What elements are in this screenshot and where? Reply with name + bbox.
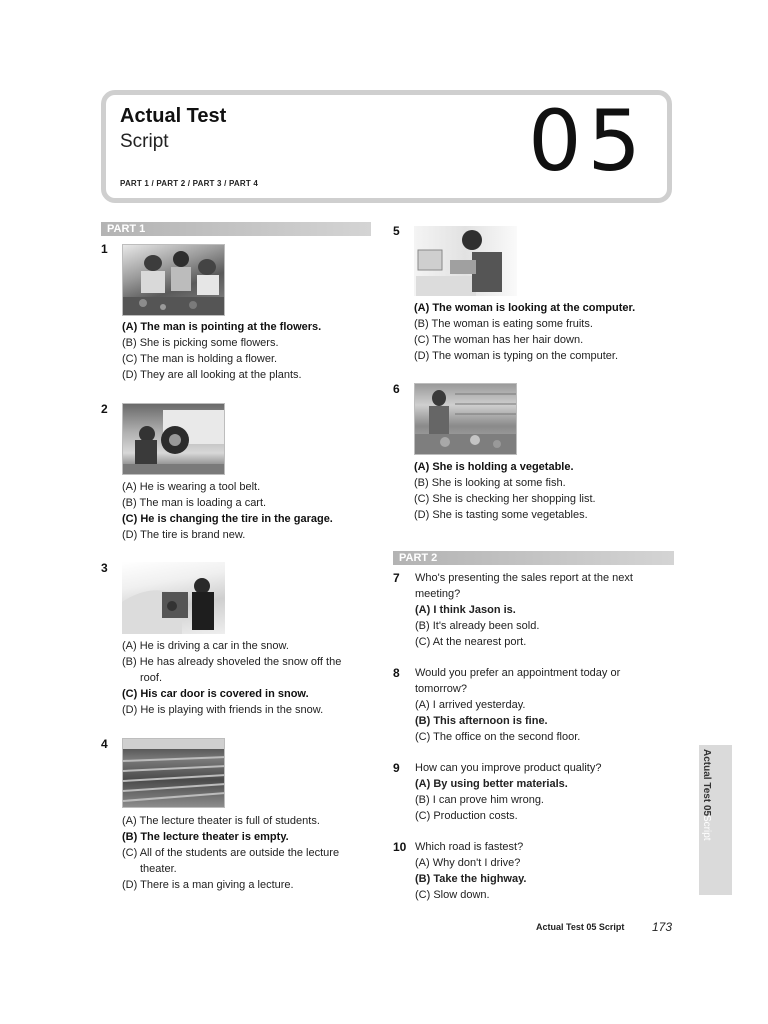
test-title: Actual Test [120,105,227,127]
question-number: 9 [393,761,400,775]
option-b: (B) He has already shoveled the snow off the [122,656,342,668]
option-b: (B) The lecture theater is empty. [122,831,289,843]
answer-options [122,479,333,543]
option-c: (C) The woman has her hair down. [414,334,584,346]
option-c: (C) Production costs. [415,810,518,822]
question-text-continued: meeting? [415,588,461,600]
answer-options [122,813,339,893]
photo-gardening-illustration [123,245,225,316]
question-block [415,760,601,824]
option-c: (C) All of the students are outside the lecture [122,847,340,859]
option-a: (A) He is wearing a tool belt. [122,481,261,493]
option-a: (A) I think Jason is. [415,604,516,616]
option-b: (B) The woman is eating some fruits. [414,318,593,330]
question-number: 4 [101,737,108,751]
answer-options [414,459,596,523]
part2-header: PART 2 [393,551,674,565]
option-b: (B) Take the highway. [415,873,527,885]
question-text: Who's presenting the sales report at the next [415,572,633,584]
question-text: Which road is fastest? [415,841,524,853]
question-number: 2 [101,402,108,416]
question-block [415,570,633,650]
option-d: (D) The tire is brand new. [122,529,246,541]
photo-snow-car-illustration [122,562,225,634]
photo-snow-car [122,562,225,634]
answer-options [122,638,341,718]
photo-woman-computer [414,226,517,296]
option-c: (C) His car door is covered in snow. [122,688,309,700]
option-c: (C) At the nearest port. [415,636,527,648]
option-d: (D) He is playing with friends in the snow. [122,704,324,716]
photo-tire-illustration [123,404,225,475]
photo-grocery-illustration [415,384,517,455]
option-a: (A) The man is pointing at the flowers. [122,321,322,333]
question-number: 10 [393,840,407,854]
answer-options [122,319,321,383]
page-number: 173 [652,920,673,934]
option-c: (C) She is checking her shopping list. [414,493,596,505]
question-number: 7 [393,571,400,585]
option-b: (B) The man is loading a cart. [122,497,267,509]
question-number: 5 [393,224,400,238]
option-a: (A) I arrived yesterday. [415,699,526,711]
question-block [415,665,620,745]
option-b-continued: roof. [140,672,163,684]
answer-options [414,300,635,364]
option-d: (D) There is a man giving a lecture. [122,879,294,891]
option-a: (A) She is holding a vegetable. [414,461,574,473]
photo-tire [122,403,225,475]
side-tab-label: Actual Test 05 [701,749,712,817]
test-header [101,90,672,203]
option-b: (B) This afternoon is fine. [415,715,548,727]
option-c-continued: theater. [140,863,177,875]
option-c: (C) The office on the second floor. [415,731,581,743]
footer-label: Actual Test 05 Script [536,922,625,932]
option-c: (C) He is changing the tire in the garage. [122,513,333,525]
part1-header: PART 1 [101,222,371,236]
option-a: (A) The woman is looking at the computer. [414,302,636,314]
option-b: (B) I can prove him wrong. [415,794,544,806]
option-d: (D) They are all looking at the plants. [122,369,302,381]
option-a: (A) The lecture theater is full of students. [122,815,320,827]
option-a: (A) By using better materials. [415,778,568,790]
option-c: (C) The man is holding a flower. [122,353,278,365]
question-text-continued: tomorrow? [415,683,467,695]
question-block [415,839,526,903]
option-d: (D) The woman is typing on the computer. [414,350,619,362]
option-a: (A) Why don't I drive? [415,857,521,869]
question-number: 8 [393,666,400,680]
option-a: (A) He is driving a car in the snow. [122,640,289,652]
test-number: 05 [528,92,647,190]
question-number: 3 [101,561,108,575]
question-text: Would you prefer an appointment today or [415,667,621,679]
photo-woman-computer-illustration [414,226,517,296]
photo-lecture-theater [122,738,225,808]
section-side-tab [699,745,732,895]
option-d: (D) She is tasting some vegetables. [414,509,588,521]
question-text: How can you improve product quality? [415,762,602,774]
option-b: (B) She is picking some flowers. [122,337,279,349]
side-tab-sublabel: Script [701,815,712,841]
parts-list: PART 1 / PART 2 / PART 3 / PART 4 [120,179,259,188]
photo-grocery [414,383,517,455]
question-number: 1 [101,242,108,256]
option-b: (B) She is looking at some fish. [414,477,566,489]
option-b: (B) It's already been sold. [415,620,540,632]
option-c: (C) Slow down. [415,889,490,901]
test-subtitle: Script [120,131,169,152]
photo-lecture-theater-illustration [123,739,225,808]
photo-gardening [122,244,225,316]
question-number: 6 [393,382,400,396]
